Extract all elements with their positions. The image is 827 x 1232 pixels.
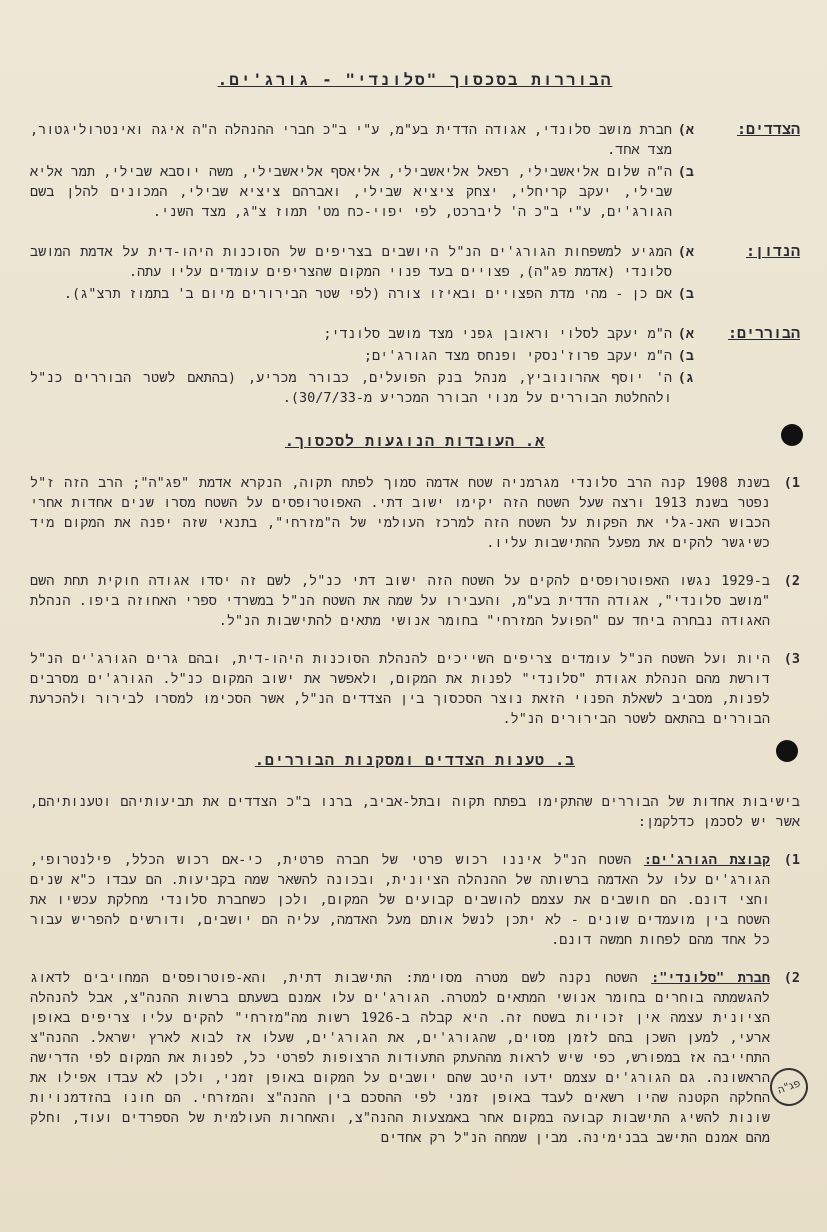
document-body: [30, 60, 800, 1166]
section-a-heading: א. העובדות הנוגעות לסכסוך.: [284, 432, 546, 450]
parties-heading: הצדדים:: [736, 120, 800, 138]
paragraph-number: 1): [783, 852, 800, 868]
item-mark: ג): [677, 370, 694, 386]
item-text: ה"מ יעקב לסלוי וראובן גפני מצד מושב סלונדי;: [323, 326, 672, 342]
list-item: [30, 284, 694, 304]
subject-heading: הנדון:: [745, 242, 800, 260]
item-text: ה"ה שלום אליאשבילי, רפאל אליאשבילי, אליאסף אליאשבילי, משה יוסבא שבילי, תמר אליא שבילי, יעקב קריחלי, יצחק ציציא שבילי, ואברהם ציציא שבילי, המכונים להלן בשם הגורג'ים, ע"י ב"כ ה' ליברכט, לפי יפוי-כח מט' תמוז צ"ג, מצד השני.: [30, 164, 672, 220]
list-item: [30, 120, 694, 160]
arbitrators-block: [30, 324, 800, 410]
numbered-paragraph: [30, 571, 800, 631]
item-text: המגיע למשפחות הגורג'ים הנ"ל היושבים בצריפים של הסוכנות היהו-דית על אדמת המושב סלונדי (אדמת פג"ה), פצויים בעד פנוי המקום שהצריפים עומדים עליו עתה.: [30, 244, 672, 280]
item-text: חברת מושב סלונדי, אגודה הדדית בע"מ, ע"י ב"כ חברי ההנהלה ה"ה איגה ואינטרוליגטור, מצד אחד.: [30, 122, 672, 158]
parties-block: [30, 120, 800, 224]
ink-stamp: פג"ה: [765, 1063, 814, 1112]
list-item: [30, 346, 694, 366]
item-mark: ב): [677, 286, 694, 302]
item-text: ה"מ יעקב פרוז'נסקי ופנחס מצד הגורג'ים;: [363, 348, 672, 364]
paragraph-number: 2): [783, 970, 800, 986]
paragraph-text: השטח הנ"ל איננו רכוש פרטי של חברה פרטית, כי-אם רכוש הכלל, פילנטרופי, הגורג'ים עלו על האדמה ברשותה של ההנהלה הציונית, ובכונה להשאר שמה בקביעות. הם עבדו כ"א שנים וחצי דונם. הם חושבים את עצמם להושבים קבועים של המקום, ולכן כשחברת סלונדי מחלקת עכשיו את השטח בין מועמדים שונים - לא יתכן לנשל אותם מעל האדמה, עליה הם יושבים, ודורשים להפריש עבור כל אחד מהם לפחות חמשה דונם.: [30, 852, 770, 948]
subject-block: [30, 242, 800, 306]
arbitrators-heading: הבוררים:: [727, 324, 800, 342]
item-text: ה' יוסף אהרונוביץ, מנהל בנק הפועלים, כבורר מכריע, (בהתאם לשטר הבוררים כנ"ל ולהחלטת הבוררים על מנוי הבורר המכריע מ-30/7/33).: [30, 370, 672, 406]
page-title: הבוררות בסכסוך "סלונדי" - גורג'ים.: [217, 70, 613, 89]
paragraph-text: ב-1929 נגשו האפוטרופסים להקים על השטח הזה ישוב דתי כנ"ל, לשם זה יסדו אגודה חוקית תחת השם "מושב סלונדי", אגודה הדדית בע"מ, והעבירו על שמה את השטח הנ"ל במשרדי ספרי האחוזה ביפו. הנהלת האגודה נבחרה ביחד עם "הפועל המזרחי" בחומר אנושי מתאים להתישבות הנ"ל.: [30, 573, 770, 629]
list-item: [30, 162, 694, 222]
paragraph-text: היות ועל השטח הנ"ל עומדים צריפים השייכים להנהלת הסוכנות היהו-דית, ובהם גרים הגורג'ים הנ"ל דורשת מהם הנהלת אגודת "סלונדי" לפנות את המקום, ולאפשר את ישוב המקום כנ"ל. הגורג'ים מסרבים לפנות, מסביב לשאלת הפנוי הזאת נוצר הסכסוך בין הצדדים הנ"ל, אשר הסכימו למסרו לבירור ולהכרעת הבוררים בהתאם לשטר הבירורים הנ"ל.: [30, 651, 770, 727]
item-mark: א): [677, 326, 694, 342]
numbered-paragraph: [30, 473, 800, 553]
list-item: [30, 324, 694, 344]
numbered-paragraph: [30, 850, 800, 950]
list-item: [30, 368, 694, 408]
paragraph-label: חברת "סלונדי":: [651, 970, 770, 986]
numbered-paragraph: [30, 649, 800, 729]
section-b-heading: ב. טענות הצדדים ומסקנות הבוררים.: [254, 751, 576, 769]
paragraph-number: 3): [783, 651, 800, 667]
item-text: אם כן - מהי מדת הפצויים ובאיזו צורה (לפי שטר הבירורים מיום ב' בתמוז תרצ"ג).: [63, 286, 672, 302]
paragraph-text: בשנת 1908 קנה הרב סלונדי מגרמניה שטח אדמה סמוך לפתח תקוה, הנקרא אדמת "פג"ה"; הרב הזה ז"ל נפטר בשנת 1913 ורצה שעל השטח הזה יקימו ישוב דתי. האפוטרופסים על השטח מסרו שנים אחדות אחרי הכבוש האנ-גלי את הפקות על השטח הזה למרכז העולמי של ה"מזרחי", בתנאי שזה יפנה את המקום מיד כשיגשר להקים את מפעל ההתישבות עליו.: [30, 475, 770, 551]
item-mark: ב): [677, 348, 694, 364]
section-b-intro: בישיבות אחדות של הבוררים שהתקימו בפתח תקוה ובתל-אביב, ברנו ב"כ הצדדים את תביעותיהם וטענותיהם, אשר יש לסכמן כדלקמן:: [30, 794, 800, 830]
paragraph-label: קבוצת הגורג'ים:: [643, 852, 770, 868]
paragraph-number: 2): [783, 573, 800, 589]
list-item: [30, 242, 694, 282]
paragraph-number: 1): [783, 475, 800, 491]
numbered-paragraph: [30, 968, 800, 1148]
item-mark: ב): [677, 164, 694, 180]
item-mark: א): [677, 244, 694, 260]
paragraph-text: השטח נקנה לשם מטרה מסוימת: התישבות דתית, והא-פוטרופסים המחויבים לדאוג להגשמתה בוחרים בחומר אנושי המתאים למטרה. הגורג'ים עלו אמנם בשעתם ברשות ההנה"צ, אבל להנהלה הציונית עצמה אין זכויות בשטח זה. היא קבלה ב-1926 רשות מה"מזרחי" להקים עליו צריפים באופן ארעי, למען השכן בהם לזמן מסוים, שהגורג'ים, את הגורג'ים, שעלו אז לבוא לארץ ישראל. ההנה"צ התחייבה אז במפורש, כפי שיש לראות מההעתק התעודות הרצופות לפרטי כל, לפנות את המקום לפי הדרישה הראשונה. גם הגורג'ים עצמם ידעו היטב שהם יושבים על המקום באופן זמני, ולכן לא עבדו אפילו את החלקה הקטנה שהיו רשאים לעבד באופן זמני לפי ההסכם בין ההנה"צ והמזרחי. הם חונו בהזדמנויות שונות להשיג התישבות קבועה במקום אחר באמצעות ההנה"צ, והאחרות העולמית של הספרדים ועוד, וחלק מהם אמנם התישב בבנימינה. מבין שמחה הנ"ל רק אחדים: [30, 970, 770, 1146]
item-mark: א): [677, 122, 694, 138]
